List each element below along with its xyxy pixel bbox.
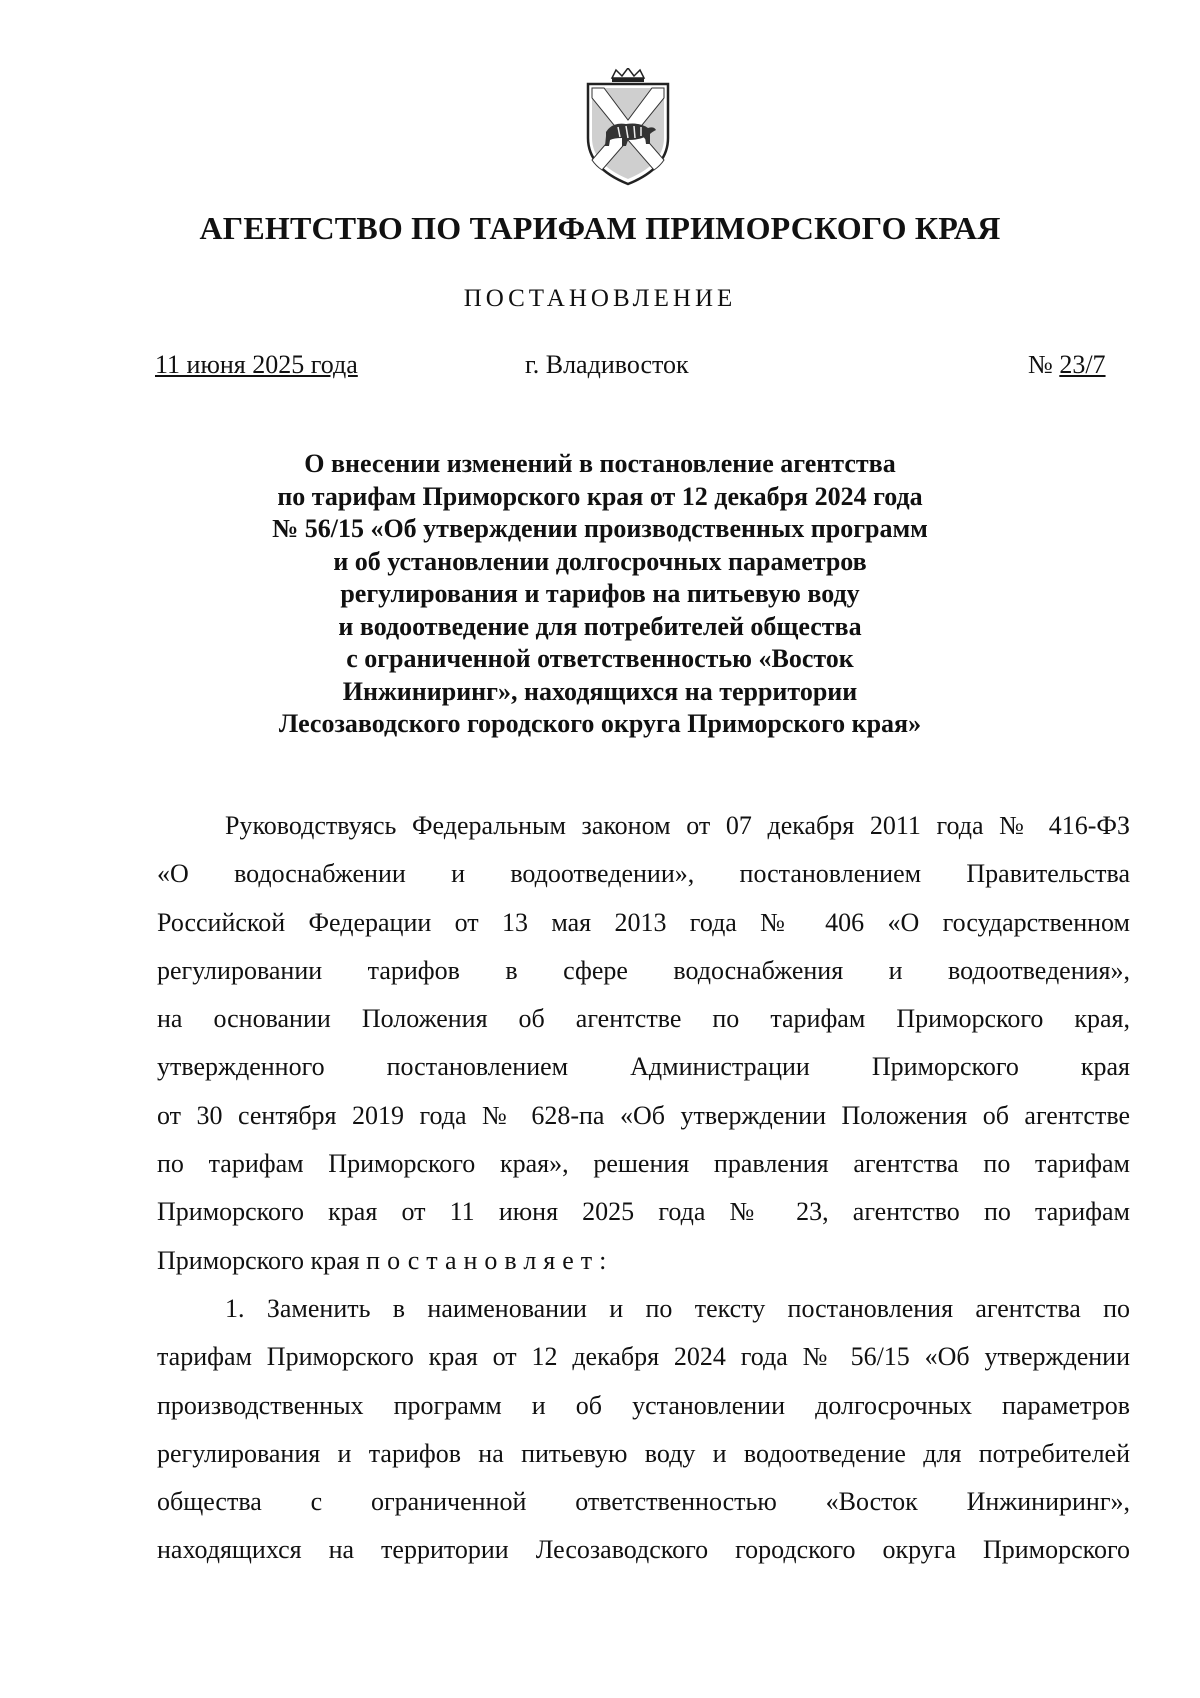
body-line: Приморского края от 11 июня 2025 года № 23, агентство по тарифам <box>157 1197 1130 1227</box>
title-line: по тарифам Приморского края от 12 декабря 2024 года <box>277 481 923 511</box>
body-line: тарифам Приморского края от 12 декабря 2024 года № 56/15 «Об утверждении <box>157 1342 1130 1372</box>
title-line: регулирования и тарифов на питьевую воду <box>340 579 860 608</box>
title-line: № 56/15 «Об утверждении производственных программ <box>272 514 928 543</box>
title-line: с ограниченной ответственностью «Восток <box>346 644 854 673</box>
body-line: производственных программ и об установлении долгосрочных параметров <box>157 1390 1130 1420</box>
title-line: Инжиниринг», находящихся на территории <box>342 676 858 706</box>
body-line: на основании Положения об агентстве по тарифам Приморского края, <box>157 1004 1130 1034</box>
title-line: и водоотведение для потребителей общества <box>338 611 862 641</box>
body-line-text: Приморского края <box>157 1245 367 1275</box>
body-line-last <box>157 1237 1130 1285</box>
document-city: г. Владивосток <box>525 350 689 379</box>
document-number <box>1028 350 1106 380</box>
body-line: утвержденного постановлением Администрации Приморского края <box>157 1052 1130 1082</box>
document-title <box>150 448 1050 741</box>
title-line: и об установлении долгосрочных параметров <box>333 546 867 576</box>
title-line: О внесении изменений в постановление агентства <box>304 449 896 478</box>
body-line: от 30 сентября 2019 года № 628-па «Об утверждении Положения об агентстве <box>157 1100 1130 1130</box>
title-line: Лесозаводского городского округа Приморского края» <box>278 709 922 738</box>
body-line: по тарифам Приморского края», решения правления агентства по тарифам <box>157 1149 1130 1179</box>
body-line: общества с ограниченной ответственностью «Восток Инжиниринг», <box>157 1487 1130 1517</box>
document-date: 11 июня 2025 года <box>155 350 358 379</box>
document-type: ПОСТАНОВЛЕНИЕ <box>463 285 737 312</box>
preamble-paragraph <box>157 802 1130 1285</box>
body-line: «О водоснабжении и водоотведении», постановлением Правительства <box>157 859 1130 889</box>
document-number-value: 23/7 <box>1059 350 1106 379</box>
body-line: находящихся на территории Лесозаводского городского округа Приморского <box>157 1535 1130 1565</box>
body-line: регулирования и тарифов на питьевую воду и водоотведение для потребителей <box>157 1438 1130 1468</box>
decree-word: постановляет: <box>366 1245 614 1275</box>
document-body <box>157 802 1130 1575</box>
document-number-prefix: № <box>1028 350 1060 379</box>
agency-name: АГЕНТСТВО ПО ТАРИФАМ ПРИМОРСКОГО КРАЯ <box>199 210 1001 246</box>
coat-of-arms-icon <box>582 68 674 188</box>
body-line: регулировании тарифов в сфере водоснабжения и водоотведения», <box>157 955 1130 985</box>
clause-1-paragraph <box>157 1285 1130 1575</box>
body-line: Российской Федерации от 13 мая 2013 года № 406 «О государственном <box>157 907 1130 937</box>
body-line: 1. Заменить в наименовании и по тексту постановления агентства по <box>225 1293 1130 1323</box>
body-line: Руководствуясь Федеральным законом от 07 декабря 2011 года № 416-ФЗ <box>225 811 1130 840</box>
